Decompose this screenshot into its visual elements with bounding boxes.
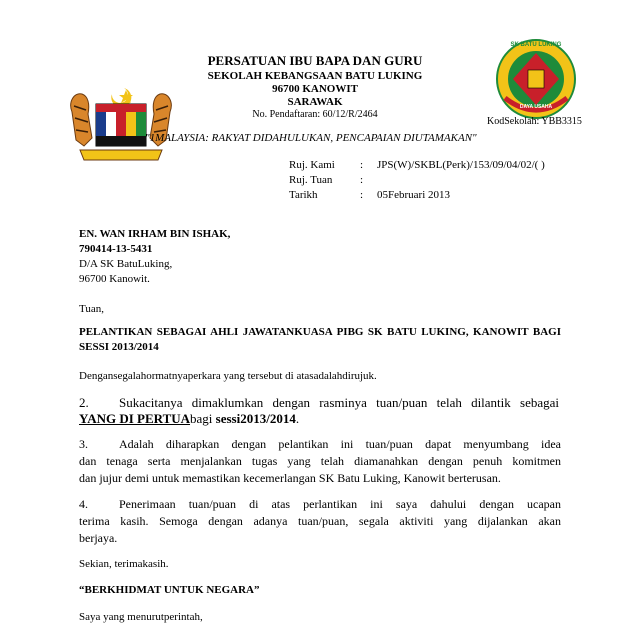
school-logo-bottom-text: DAYA USAHA bbox=[519, 104, 553, 110]
our-ref-value: JPS(W)/SKBL(Perk)/153/09/04/02/( ) bbox=[377, 159, 545, 171]
recipient-ic: 790414-13-5431 bbox=[79, 243, 153, 255]
para-4-text-1: Penerimaan tuan/puan di atas perlantikan ini saya dahului dengan ucapan bbox=[119, 497, 561, 511]
closing: Sekian, terimakasih. bbox=[79, 558, 169, 570]
para-4-line-3: berjaya. bbox=[79, 531, 118, 545]
recipient-name: EN. WAN IRHAM BIN ISHAK, bbox=[79, 228, 231, 240]
registration-number: No. Pendaftaran: 60/12/R/2464 bbox=[252, 109, 378, 120]
school-code: KodSekolah: YBB3315 bbox=[487, 116, 582, 127]
para-2-text: Sukacitanya dimaklumkan dengan rasminya tuan/puan telah dilantik sebagai bbox=[119, 395, 559, 410]
session-value: sessi2013/2014 bbox=[215, 411, 296, 426]
intro-text: Dengansegalahormatnyaperkara yang tersebut di atasadalahdirujuk. bbox=[79, 370, 377, 382]
state: SARAWAK bbox=[287, 96, 343, 108]
recipient-address-2: 96700 Kanowit. bbox=[79, 273, 150, 285]
subject-line-2: SESSI 2013/2014 bbox=[79, 341, 159, 353]
subject-line-1: PELANTIKAN SEBAGAI AHLI JAWATANKUASA PIBG SK BATU LUKING, KANOWIT BAGI bbox=[79, 326, 561, 338]
your-ref-colon: : bbox=[360, 174, 364, 186]
para-4-number: 4. bbox=[79, 497, 88, 511]
para-4-line-1 bbox=[79, 497, 561, 512]
our-ref-colon: : bbox=[360, 159, 364, 171]
postcode-town: 96700 KANOWIT bbox=[272, 83, 358, 95]
school-logo bbox=[495, 38, 577, 120]
org-name: PERSATUAN IBU BAPA DAN GURU bbox=[207, 53, 423, 68]
para-2-line-2 bbox=[79, 411, 299, 427]
para-4-line-2: terima kasih. Semoga dengan adanya tuan/puan, segala aktiviti yang dijalankan akan bbox=[79, 514, 561, 528]
salutation: Tuan, bbox=[79, 303, 104, 315]
para-3-line-1 bbox=[79, 437, 561, 452]
school-logo-top-text: SK BATU LUKING bbox=[510, 42, 562, 48]
sign-off: Saya yang menurutperintah, bbox=[79, 611, 203, 623]
motto: "1MALAYSIA: RAKYAT DIDAHULUKAN, PENCAPAIAN DIUTAMAKAN" bbox=[145, 132, 477, 144]
para-2-line-1 bbox=[79, 395, 561, 411]
date-colon: : bbox=[360, 189, 364, 201]
school-name: SEKOLAH KEBANGSAAN BATU LUKING bbox=[207, 70, 423, 82]
para-3-line-2: dan tenaga serta menjalankan tugas yang telah diamanahkan dengan penuh komitmen bbox=[79, 454, 561, 468]
date-label: Tarikh bbox=[289, 189, 318, 201]
para-2-end: . bbox=[295, 411, 300, 426]
para-3-text-1: Adalah diharapkan dengan pelantikan ini tuan/puan dapat menyumbang idea bbox=[119, 437, 561, 451]
para-3-number: 3. bbox=[79, 437, 88, 451]
para-3-line-3: dan jujur demi untuk memastikan kecemerlangan SK Batu Luking, Kanowit berterusan. bbox=[79, 471, 501, 485]
recipient-address-1: D/A SK BatuLuking, bbox=[79, 258, 173, 270]
slogan: “BERKHIDMAT UNTUK NEGARA” bbox=[79, 584, 260, 596]
our-ref-label: Ruj. Kami bbox=[289, 159, 335, 171]
para-2-number: 2. bbox=[79, 395, 89, 410]
date-value: 05Februari 2013 bbox=[377, 189, 451, 201]
position-title: YANG DI PERTUA bbox=[79, 411, 191, 426]
para-2-mid: bagi bbox=[190, 411, 216, 426]
your-ref-label: Ruj. Tuan bbox=[289, 174, 333, 186]
